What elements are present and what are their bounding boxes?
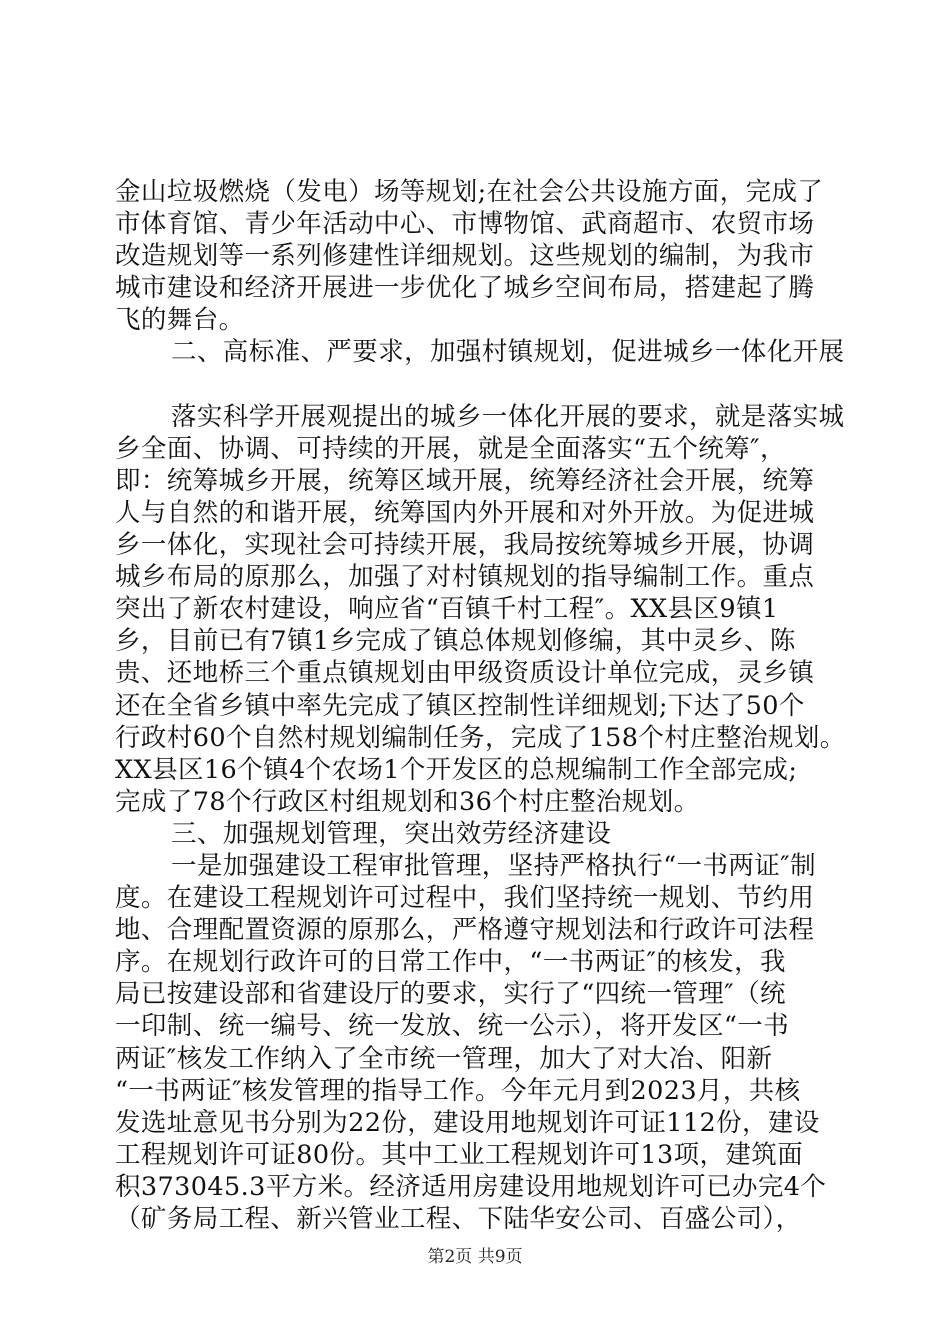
text-line: 乡全面、协调、可持续的开展，就是全面落实“五个统筹″， xyxy=(115,433,786,464)
text-line: 完成了78个行政区村组规划和36个村庄整治规划。 xyxy=(115,786,700,817)
text-line: 城市建设和经济开展进一步优化了城乡空间布局，搭建起了腾 xyxy=(115,273,815,304)
text-line: 乡，目前已有7镇1乡完成了镇总体规划修编，其中灵乡、陈 xyxy=(115,626,796,657)
text-line: （矿务局工程、新兴管业工程、下陆华安公司、百盛公司）， xyxy=(115,1204,802,1234)
text-line: 发选址意见书分别为22份，建设用地规划许可证112份，建设 xyxy=(115,1107,820,1138)
text-line: 度。在建设工程规划许可过程中，我们坚持统一规划、节约用 xyxy=(115,883,815,914)
text-line: XX县区16个镇4个农场1个开发区的总规编制工作全部完成; xyxy=(115,754,798,785)
text-line: 乡一体化，实现社会可持续开展，我局按统筹城乡开展，协调 xyxy=(115,530,815,561)
text-line: 即：统筹城乡开展，统筹区域开展，统筹经济社会开展，统筹 xyxy=(115,465,815,496)
page-footer: 第2页 共9页 xyxy=(427,1247,523,1267)
document-body xyxy=(115,176,846,1235)
text-line: 突出了新农村建设，响应省“百镇千村工程″。XX县区9镇1 xyxy=(115,594,779,625)
text-line: 三、加强规划管理，突出效劳经济建设 xyxy=(171,818,612,849)
text-line: 一印制、统一编号、统一发放、统一公示），将开发区“一书 xyxy=(115,1011,790,1042)
text-line: 行政村60个自然村规划编制任务，完成了158个村庄整治规划。 xyxy=(115,722,846,753)
text-line: 城乡布局的原那么，加强了对村镇规划的指导编制工作。重点 xyxy=(115,562,815,593)
text-line: 二、高标准、严要求，加强村镇规划，促进城乡一体化开展 xyxy=(171,337,845,368)
text-line: 改造规划等一系列修建性详细规划。这些规划的编制，为我市 xyxy=(115,241,815,272)
blank-line xyxy=(115,369,840,401)
text-line: 地、合理配置资源的原那么，严格遵守规划法和行政许可法程 xyxy=(115,915,815,946)
text-line: 人与自然的和谐开展，统筹国内外开展和对外开放。为促进城 xyxy=(115,497,815,528)
text-line: 序。在规划行政许可的日常工作中，“一书两证″的核发，我 xyxy=(115,947,786,978)
text-line: 积373045.3平方米。经济适用房建设用地规划许可已办完4个 xyxy=(115,1171,827,1202)
text-line: 金山垃圾燃烧（发电）场等规划;在社会公共设施方面，完成了 xyxy=(115,177,824,207)
text-line: “一书两证″核发管理的指导工作。今年元月到2023月，共核 xyxy=(115,1075,801,1106)
text-line: 一是加强建设工程审批管理，坚持严格执行“一书两证″制 xyxy=(171,850,816,881)
text-line: 两证″核发工作纳入了全市统一管理，加大了对大冶、阳新 xyxy=(115,1043,773,1074)
text-line: 市体育馆、青少年活动中心、市博物馆、武商超市、农贸市场 xyxy=(115,209,815,240)
text-line: 飞的舞台。 xyxy=(115,305,245,336)
text-line: 落实科学开展观提出的城乡一体化开展的要求，就是落实城 xyxy=(171,401,845,432)
text-line: 还在全省乡镇中率先完成了镇区控制性详细规划;下达了50个 xyxy=(115,690,805,721)
text-line: 工程规划许可证80份。其中工业工程规划许可13项，建筑面 xyxy=(115,1139,804,1170)
text-line: 局已按建设部和省建设厅的要求，实行了“四统一管理″（统 xyxy=(115,979,786,1010)
text-line: 贵、还地桥三个重点镇规划由甲级资质设计单位完成，灵乡镇 xyxy=(115,658,815,689)
